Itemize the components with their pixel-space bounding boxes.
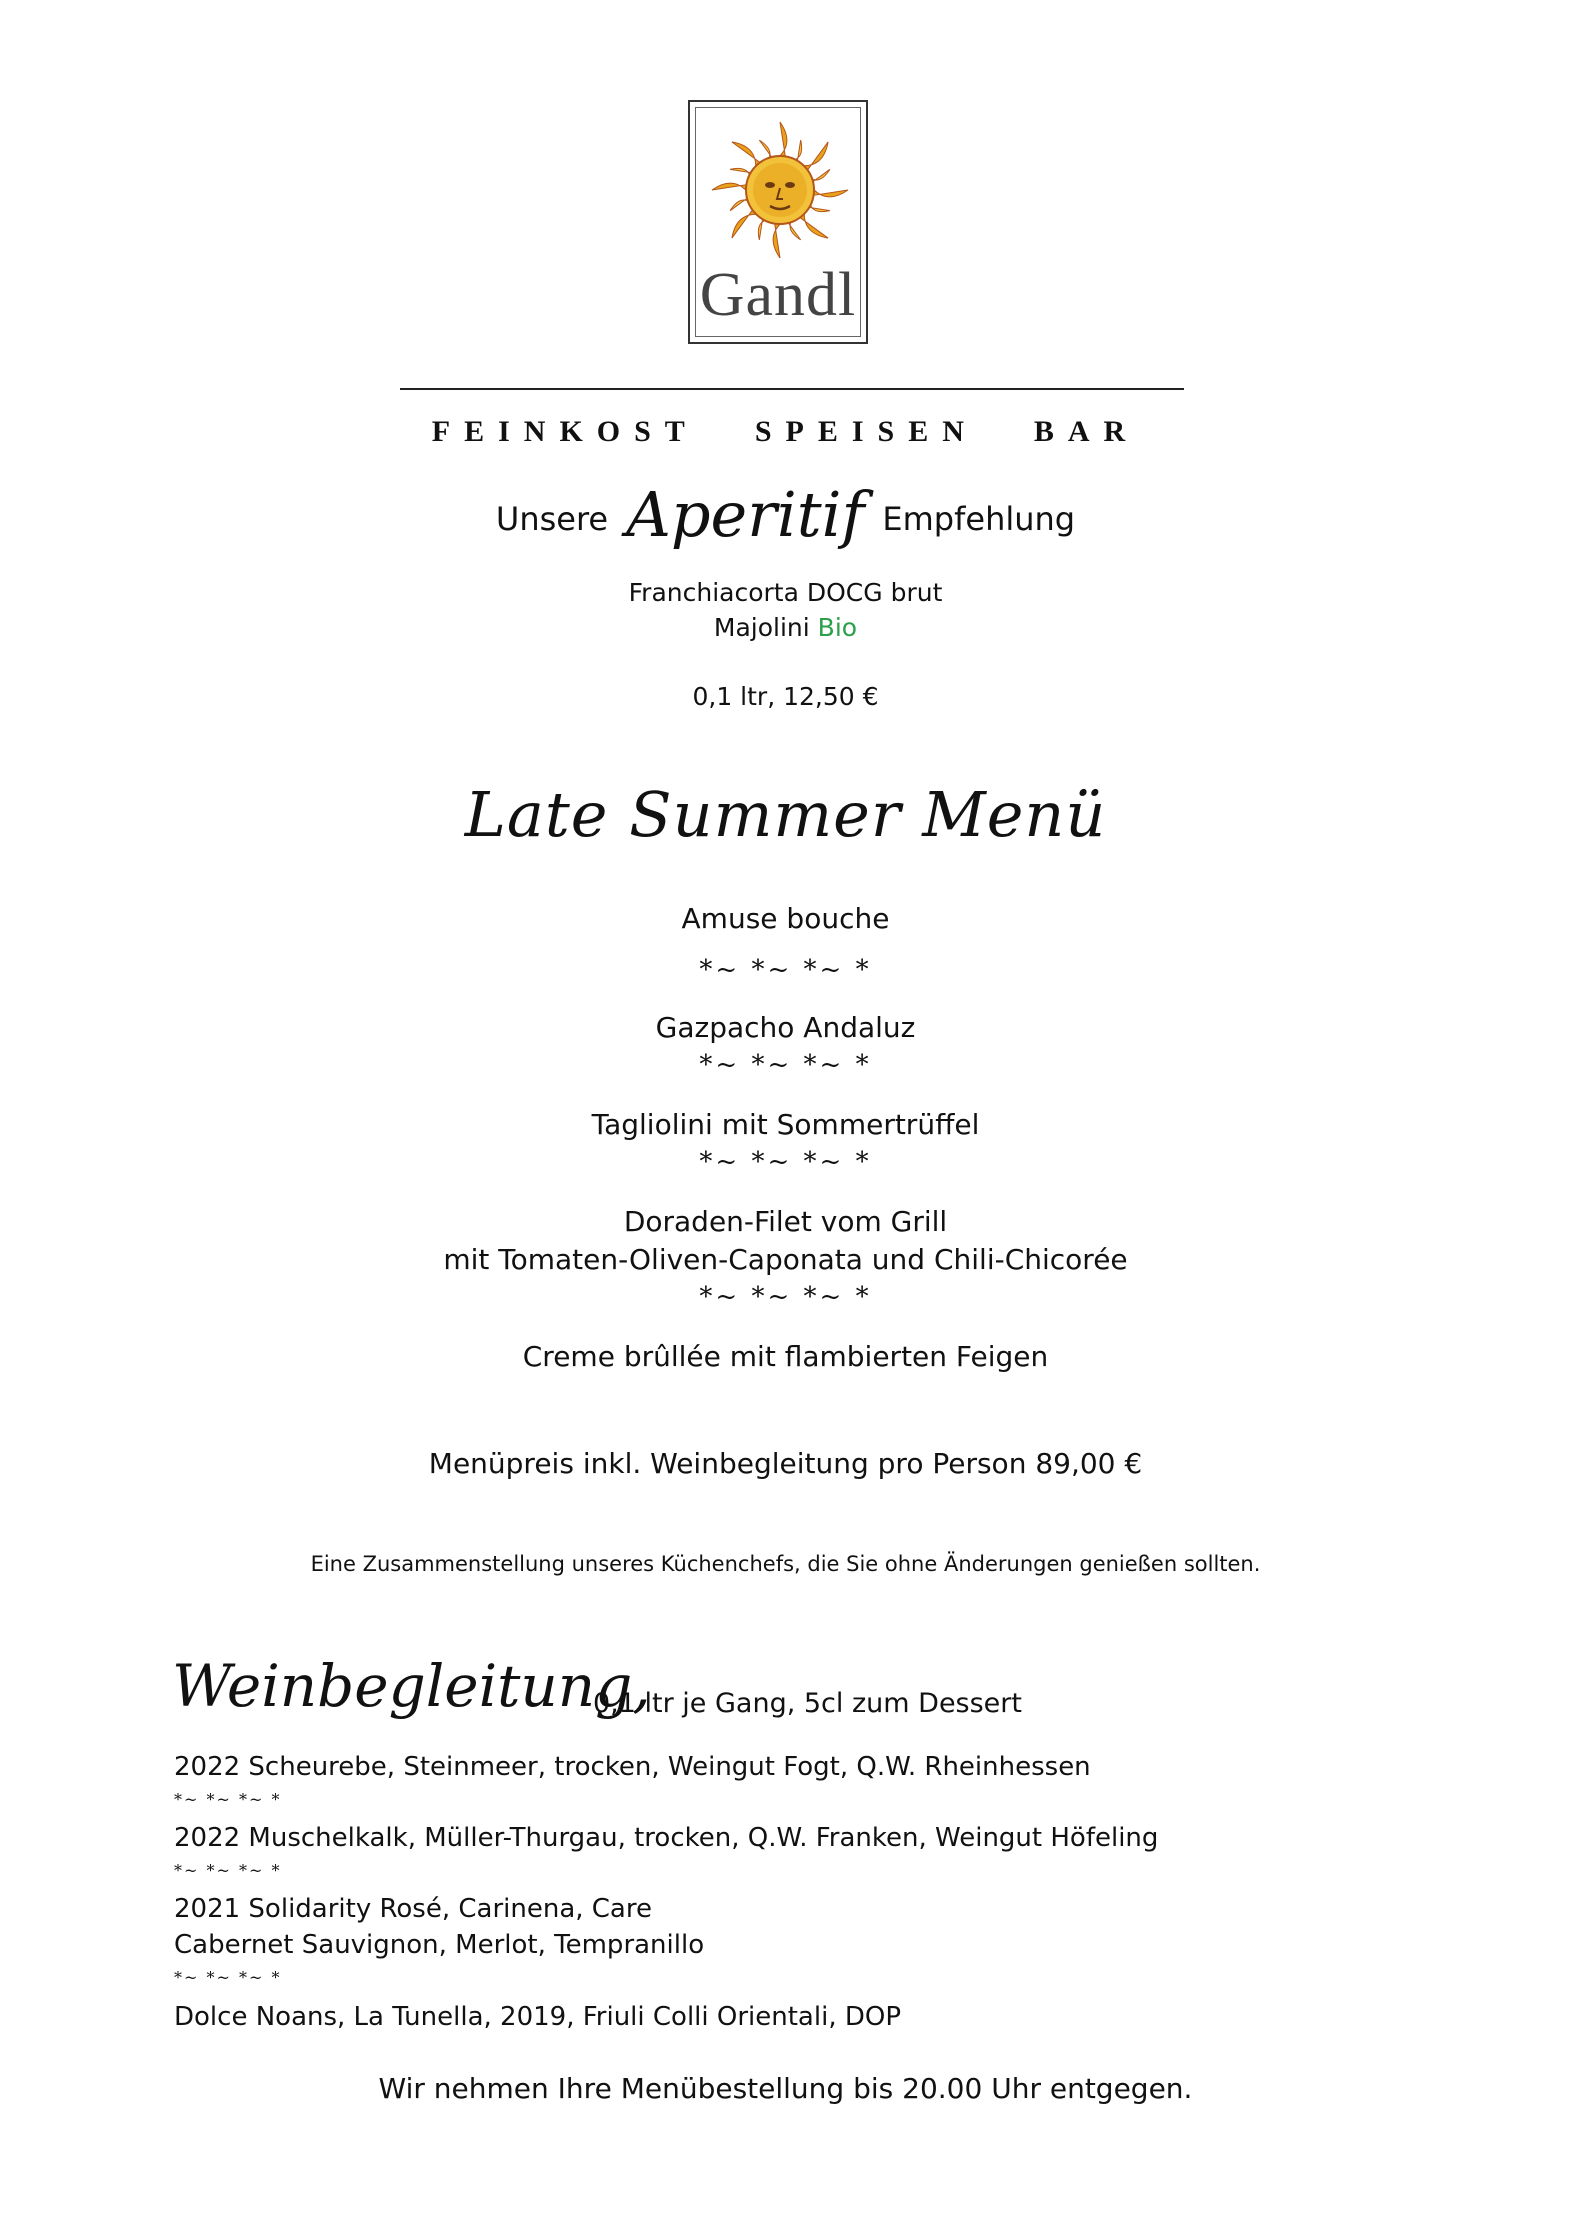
aperitif-prefix: Unsere — [495, 500, 609, 538]
aperitif-producer: Majolini — [713, 613, 818, 642]
menu-title: Late Summer Menü — [464, 778, 1107, 851]
sun-ray — [773, 219, 786, 258]
menu-price: Menüpreis inkl. Weinbegleitung pro Person 89,00 € — [428, 1447, 1143, 1480]
course-separator: *~ *~ *~ * — [699, 1147, 872, 1177]
wine-item: 2021 Solidarity Rosé, Carinena, Care — [174, 1894, 652, 1924]
course-amuse-bouche: Amuse bouche — [681, 902, 890, 935]
tagline — [0, 415, 1571, 449]
logo-wordmark: Gandl — [699, 261, 857, 329]
bio-badge: Bio — [817, 613, 858, 642]
wine-item: Dolce Noans, La Tunella, 2019, Friuli Colli Orientali, DOP — [174, 2002, 902, 2032]
course-separator: *~ *~ *~ * — [699, 955, 872, 985]
sun-ray — [774, 122, 787, 161]
wine-pairing-subtitle: 0,1 ltr je Gang, 5cl zum Dessert — [593, 1688, 1022, 1719]
aperitif-wine-line2 — [0, 613, 1571, 642]
course-gazpacho: Gazpacho Andaluz — [655, 1011, 916, 1044]
wine-item: 2022 Scheurebe, Steinmeer, trocken, Weingut Fogt, Q.W. Rheinhessen — [174, 1752, 1091, 1782]
wine-separator: *~ *~ *~ * — [174, 1968, 282, 1987]
sun-ray — [809, 184, 848, 197]
tagline-speisen: SPEISEN — [754, 415, 978, 448]
aperitif-price: 0,1 ltr, 12,50 € — [692, 682, 879, 711]
aperitif-heading — [0, 478, 1571, 551]
course-tagliolini: Tagliolini mit Sommertrüffel — [591, 1108, 980, 1141]
logo — [688, 100, 868, 344]
wine-pairing-title: Weinbegleitung, — [172, 1652, 651, 1720]
footer-note: Wir nehmen Ihre Menübestellung bis 20.00 Uhr entgegen. — [378, 2072, 1193, 2105]
course-doraden-sides: mit Tomaten-Oliven-Caponata und Chili-Chicorée — [443, 1243, 1128, 1276]
header-divider — [400, 388, 1184, 390]
course-separator: *~ *~ *~ * — [699, 1050, 872, 1080]
course-doraden: Doraden-Filet vom Grill — [623, 1205, 948, 1238]
course-separator: *~ *~ *~ * — [699, 1282, 872, 1312]
course-dessert: Creme brûllée mit flambierten Feigen — [522, 1340, 1049, 1373]
wine-separator: *~ *~ *~ * — [174, 1790, 282, 1809]
wine-separator: *~ *~ *~ * — [174, 1861, 282, 1880]
tagline-feinkost: FEINKOST — [431, 415, 699, 448]
sun-ray — [712, 183, 751, 196]
menu-note: Eine Zusammenstellung unseres Küchenchefs, die Sie ohne Änderungen genießen sollten. — [310, 1552, 1261, 1576]
wine-item: 2022 Muschelkalk, Müller-Thurgau, trocken, Q.W. Franken, Weingut Höfeling — [174, 1823, 1159, 1853]
aperitif-wine-line1: Franchiacorta DOCG brut — [628, 578, 943, 607]
aperitif-suffix: Empfehlung — [882, 500, 1076, 538]
tagline-bar: BAR — [1033, 415, 1140, 448]
wine-item: Cabernet Sauvignon, Merlot, Tempranillo — [174, 1930, 705, 1960]
aperitif-script-word: Aperitif — [626, 478, 865, 551]
